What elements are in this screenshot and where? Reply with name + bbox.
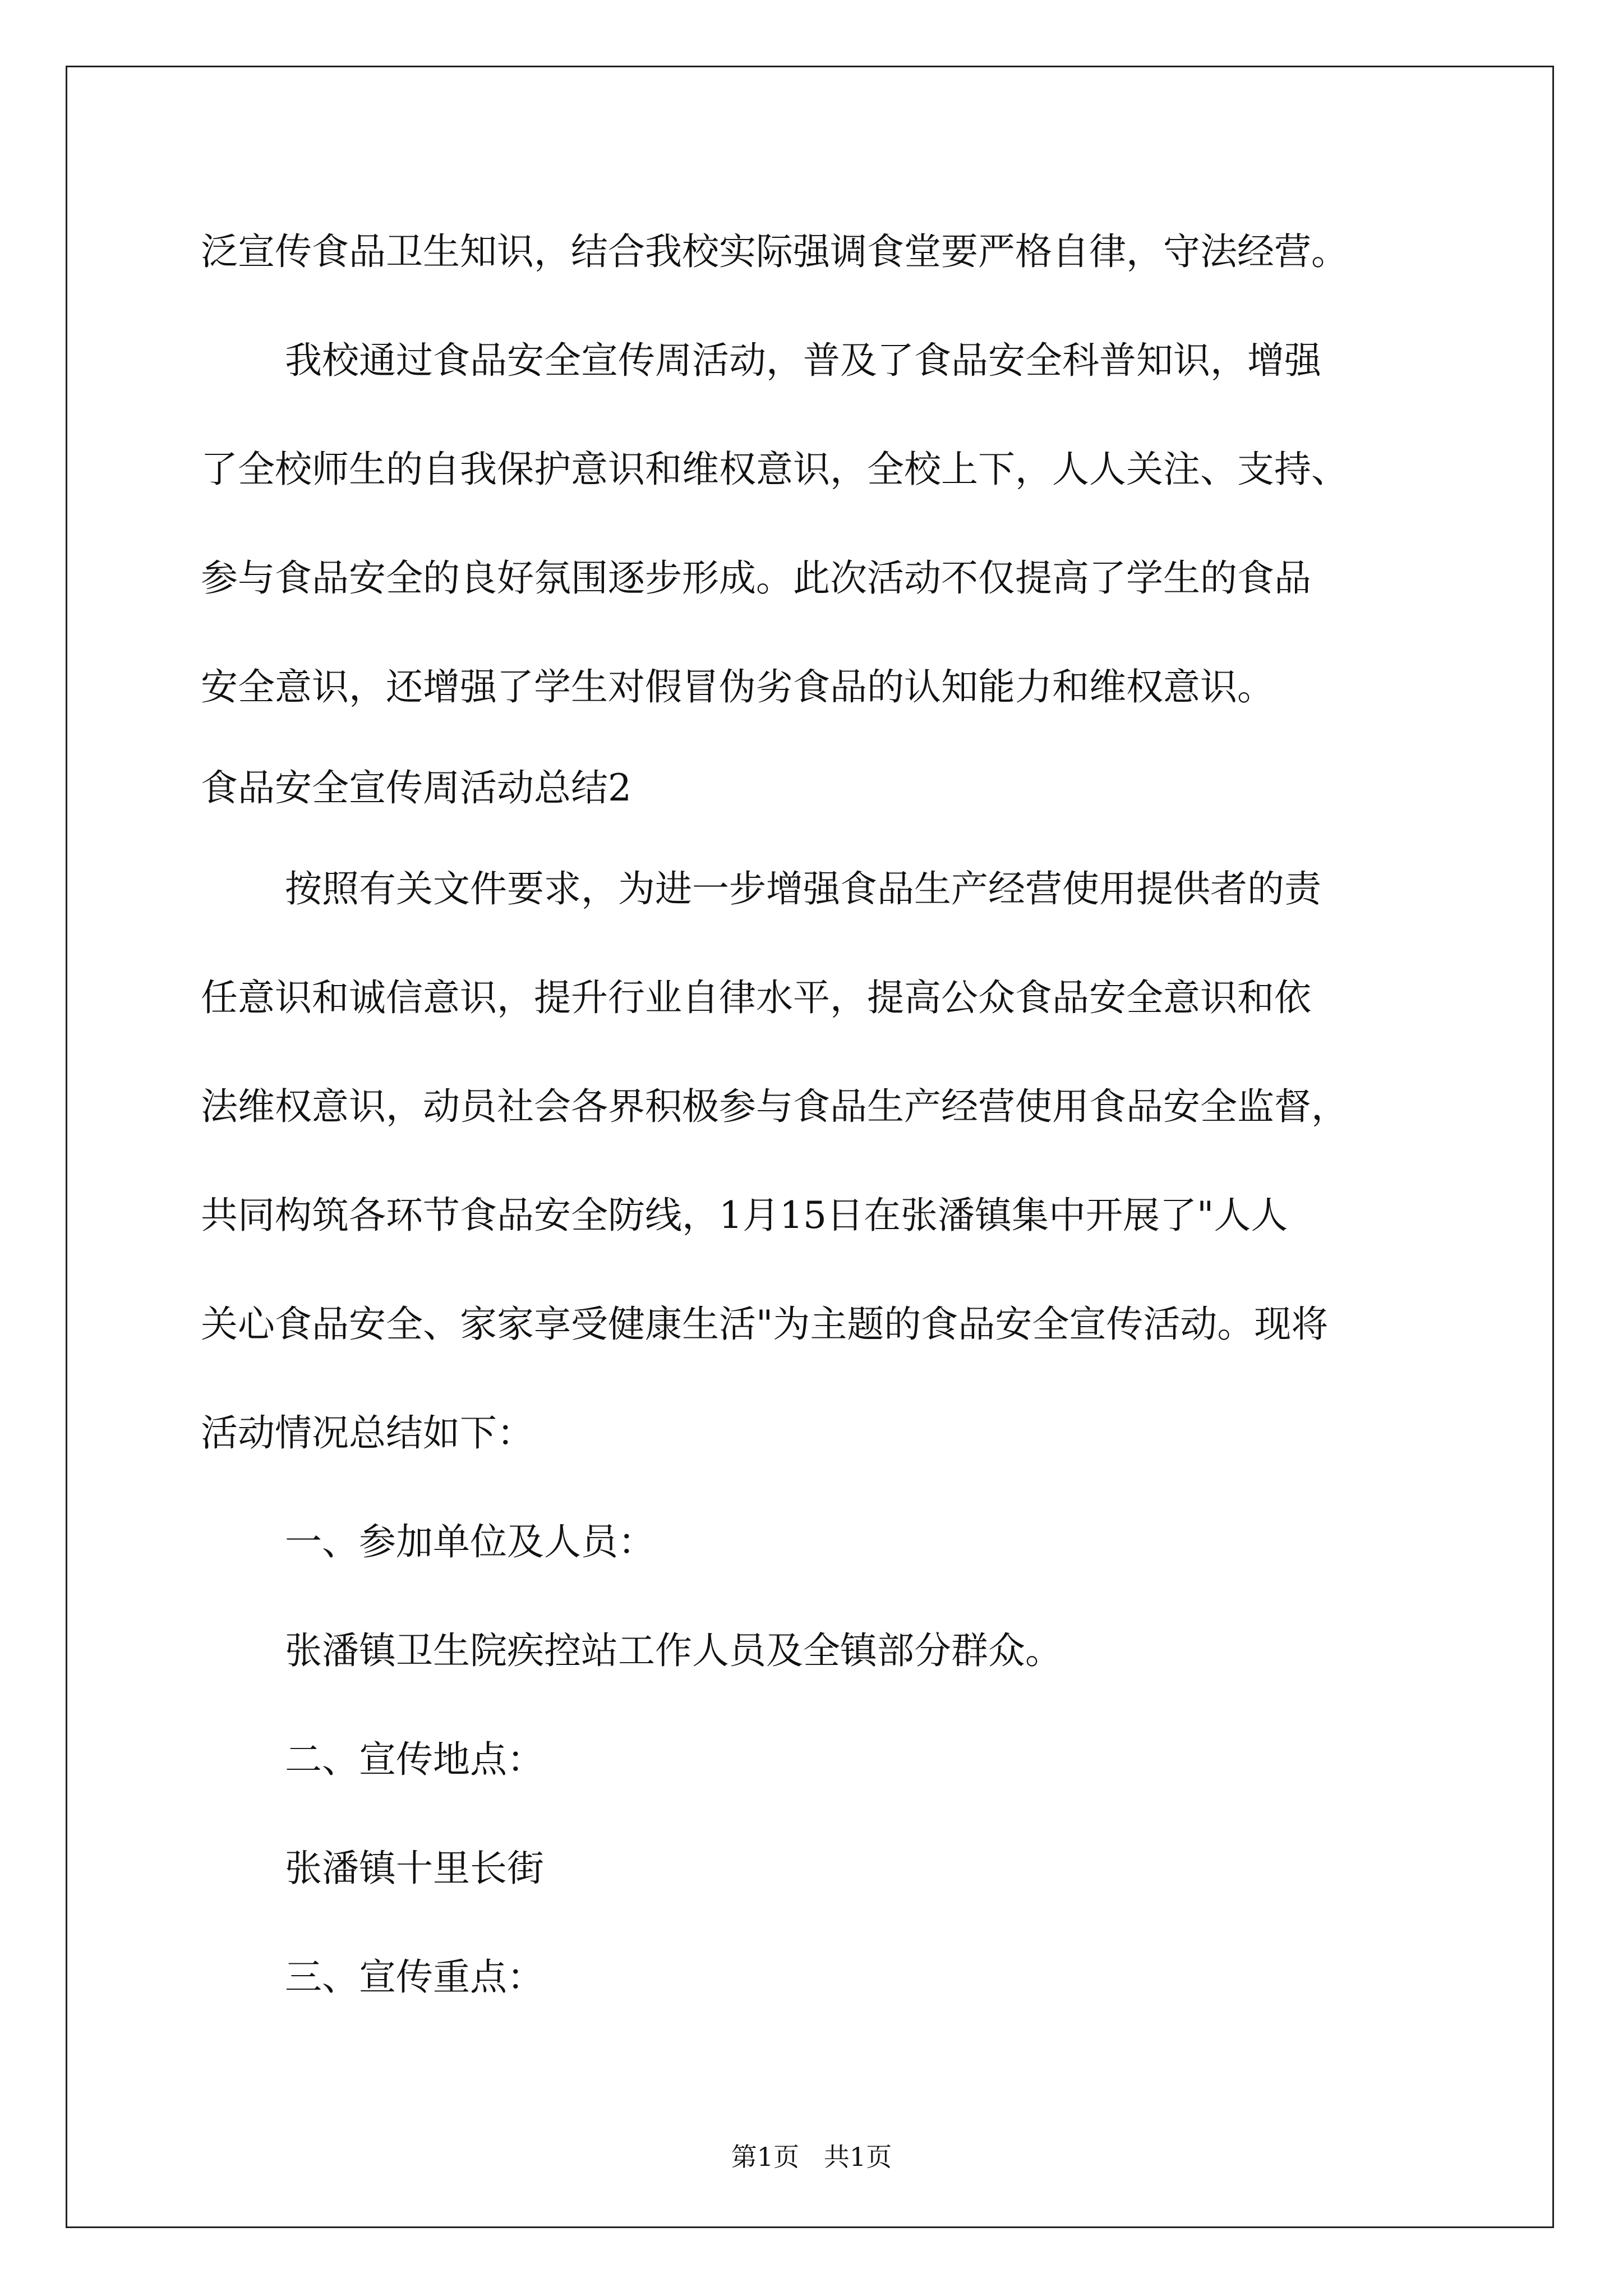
paragraph-3-line-3: 法维权意识，动员社会各界积极参与食品生产经营使用食品安全监督， — [201, 1085, 1348, 1128]
item-focus-heading: 三、宣传重点： — [285, 1955, 544, 1999]
item-location-text: 张潘镇十里长街 — [285, 1847, 544, 1890]
paragraph-2-line-1: 我校通过食品安全宣传周活动，普及了食品安全科普知识，增强 — [285, 339, 1321, 382]
paragraph-3-line-5: 关心食品安全、家家享受健康生活"为主题的食品安全宣传活动。现将 — [201, 1303, 1329, 1346]
item-participants-text: 张潘镇卫生院疾控站工作人员及全镇部分群众。 — [285, 1629, 1062, 1672]
paragraph-3-line-4: 共同构筑各环节食品安全防线，1月15日在张潘镇集中开展了"人人 — [201, 1194, 1288, 1237]
paragraph-2-line-3: 参与食品安全的良好氛围逐步形成。此次活动不仅提高了学生的食品 — [201, 556, 1311, 600]
item-participants-heading: 一、参加单位及人员： — [285, 1520, 655, 1563]
page-footer: 第1页 共1页 — [731, 2142, 892, 2172]
paragraph-2-line-4: 安全意识，还增强了学生对假冒伪劣食品的认知能力和维权意识。 — [201, 665, 1274, 708]
paragraph-1-line-1: 泛宣传食品卫生知识，结合我校实际强调食堂要严格自律，守法经营。 — [201, 230, 1348, 273]
paragraph-2-line-2: 了全校师生的自我保护意识和维权意识，全校上下，人人关注、支持、 — [201, 448, 1348, 491]
item-location-heading: 二、宣传地点： — [285, 1738, 544, 1781]
paragraph-3-line-6: 活动情况总结如下： — [201, 1411, 534, 1455]
paragraph-3-line-1: 按照有关文件要求，为进一步增强食品生产经营使用提供者的责 — [285, 867, 1321, 910]
paragraph-3-line-2: 任意识和诚信意识，提升行业自律水平，提高公众食品安全意识和依 — [201, 976, 1311, 1019]
section-heading: 食品安全宣传周活动总结2 — [201, 766, 631, 809]
page-border — [66, 66, 1554, 2228]
